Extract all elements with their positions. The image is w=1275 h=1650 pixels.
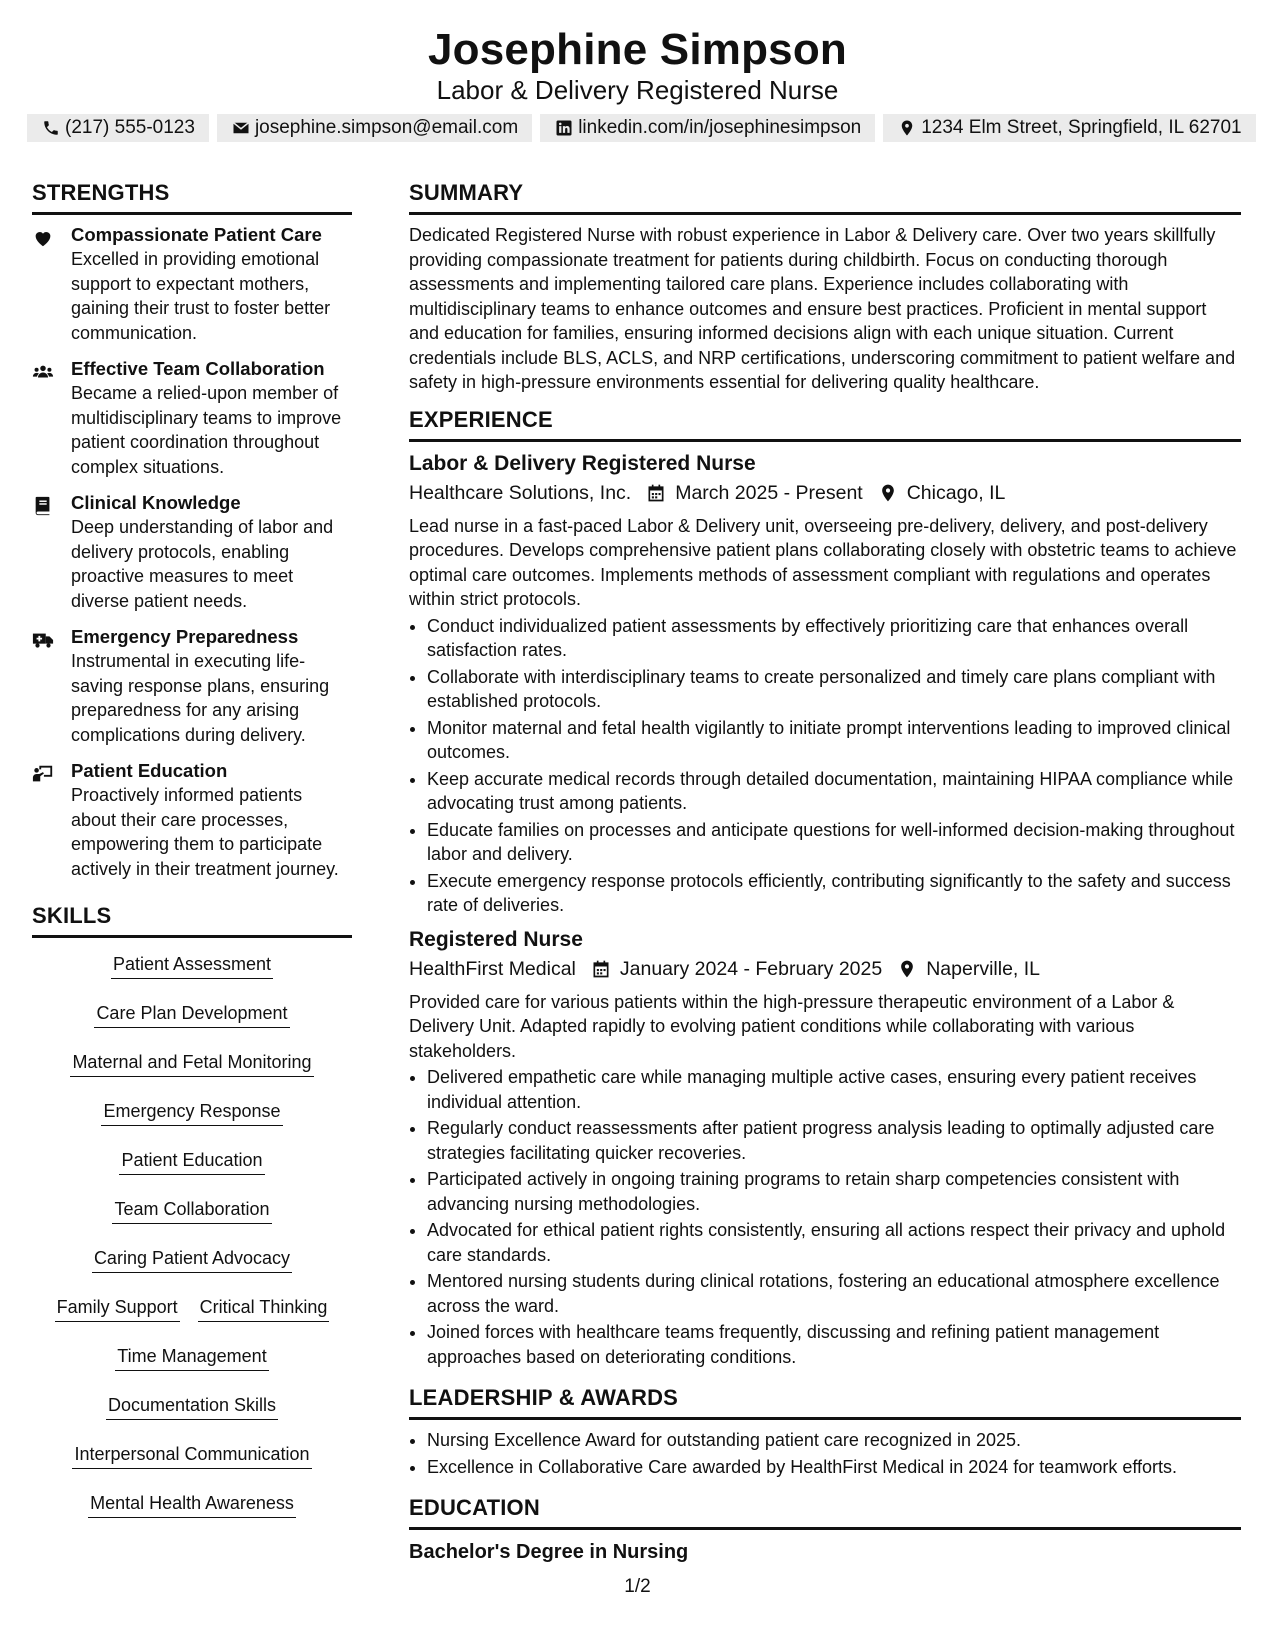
contact-address xyxy=(883,114,1255,142)
job-bullets xyxy=(409,1065,1241,1369)
strength-item xyxy=(32,625,352,747)
skill-tag: Interpersonal Communication xyxy=(72,1439,311,1469)
skill-tag: Critical Thinking xyxy=(198,1292,330,1322)
skills-heading: SKILLS xyxy=(32,901,352,938)
strength-title: Compassionate Patient Care xyxy=(71,224,322,245)
job-bullet: • Collaborate with interdisciplinary teams to create personalized and timely care plans compliant with established protocols. xyxy=(427,665,1241,714)
job-entry xyxy=(409,450,1241,918)
job-bullet: • Delivered empathetic care while managing multiple active cases, ensuring every patient receives individual attention. xyxy=(427,1065,1241,1114)
linkedin-icon xyxy=(554,118,574,138)
education-heading: EDUCATION xyxy=(409,1493,1241,1530)
users-icon xyxy=(32,361,54,383)
skill-tag: Family Support xyxy=(55,1292,180,1322)
strength-title: Patient Education xyxy=(71,760,228,781)
job-company: Healthcare Solutions, Inc. xyxy=(409,481,632,504)
page-number: 1/2 xyxy=(624,1576,651,1597)
heart-icon xyxy=(32,227,54,249)
contact-linkedin[interactable] xyxy=(540,114,875,142)
job-description: Lead nurse in a fast-paced Labor & Delivery unit, overseeing pre-delivery, delivery, and post-delivery procedures. Develops comprehensive patient plans collaborating closely with obstetric teams to achieve optimal care outcomes. Implements methods of assessment compliant with regulations and operates within strict protocols. xyxy=(409,515,1237,609)
contact-phone[interactable] xyxy=(27,114,209,142)
calendar-icon xyxy=(645,482,667,504)
map-pin-icon xyxy=(877,482,899,504)
job-bullet: • Participated actively in ongoing training programs to retain sharp competencies consistent with advancing nursing methodologies. xyxy=(427,1167,1241,1216)
strength-item xyxy=(32,357,352,479)
phone-icon xyxy=(41,118,61,138)
job-dates: March 2025 - Present xyxy=(675,481,863,504)
job-company: HealthFirst Medical xyxy=(409,957,576,980)
skill-tag: Patient Education xyxy=(119,1145,264,1175)
job-title: Labor & Delivery Registered Nurse xyxy=(409,451,756,475)
map-pin-icon xyxy=(896,958,918,980)
ambulance-icon xyxy=(32,629,54,651)
job-bullet: • Execute emergency response protocols efficiently, contributing significantly to the safety and success rate of deliveries. xyxy=(427,869,1241,918)
awards-heading: LEADERSHIP & AWARDS xyxy=(409,1383,1241,1420)
job-meta xyxy=(409,954,1241,984)
contact-linkedin-text: linkedin.com/in/josephinesimpson xyxy=(578,117,862,138)
skill-tag: Team Collaboration xyxy=(112,1194,271,1224)
job-description: Provided care for various patients within the high-pressure therapeutic environment of a Labor & Delivery Unit. Adapted rapidly to evolving patient conditions while collaborating with various stakeholders. xyxy=(409,991,1175,1061)
job-bullet: • Advocated for ethical patient rights consistently, ensuring all actions respect their privacy and uphold care standards. xyxy=(427,1218,1241,1267)
contact-email[interactable] xyxy=(217,114,532,142)
strengths-heading: STRENGTHS xyxy=(32,178,352,215)
summary-heading: SUMMARY xyxy=(409,178,1241,215)
job-bullets xyxy=(409,614,1241,918)
contact-address-text: 1234 Elm Street, Springfield, IL 62701 xyxy=(921,117,1242,138)
award-item: • Excellence in Collaborative Care awarded by HealthFirst Medical in 2024 for teamwork efforts. xyxy=(427,1455,1241,1480)
job-dates: January 2024 - February 2025 xyxy=(619,957,883,980)
candidate-name: Josephine Simpson xyxy=(427,25,848,74)
summary-text: Dedicated Registered Nurse with robust experience in Labor & Delivery care. Over two years skillfully providing compassionate treatment for patients during childbirth. Focus on conducting thorough assessments and implementing tailored care plans. Experience includes collaborating with multidisciplinary teams to enhance outcomes and ensure best practices. Proficient in mental support and education for families, ensuring informed decisions align with each unique situation. Current credentials include BLS, ACLS, and NRP certifications, underscoring commitment to patient welfare and safety in high-pressure environments essential for delivering quality healthcare. xyxy=(409,225,1236,392)
book-icon xyxy=(32,495,54,517)
job-location: Chicago, IL xyxy=(906,481,1006,504)
awards-list xyxy=(409,1428,1241,1479)
job-bullet: • Conduct individualized patient assessments by effectively prioritizing care that enhances overall satisfaction rates. xyxy=(427,614,1241,663)
job-bullet: • Regularly conduct reassessments after patient progress analysis leading to optimally adjusted care strategies facilitating quicker recoveries. xyxy=(427,1116,1241,1165)
skill-tag: Mental Health Awareness xyxy=(88,1488,296,1518)
map-pin-icon xyxy=(897,118,917,138)
strength-item xyxy=(32,223,352,345)
strength-title: Emergency Preparedness xyxy=(71,626,299,647)
skill-tag: Patient Assessment xyxy=(111,949,273,979)
strength-desc: Proactively informed patients about their care processes, empowering them to participate actively in their treatment journey. xyxy=(71,785,339,879)
left-column xyxy=(32,178,352,1534)
strength-item xyxy=(32,491,352,613)
job-title: Registered Nurse xyxy=(409,927,583,951)
envelope-icon xyxy=(231,118,251,138)
skill-tag: Caring Patient Advocacy xyxy=(92,1243,292,1273)
strength-desc: Excelled in providing emotional support to expectant mothers, gaining their trust to foster better communication. xyxy=(71,249,331,343)
teacher-icon xyxy=(32,763,54,785)
job-bullet: • Keep accurate medical records through detailed documentation, maintaining HIPAA compliance while advocating trust among patients. xyxy=(427,767,1241,816)
skill-tag: Care Plan Development xyxy=(94,998,289,1028)
award-item: • Nursing Excellence Award for outstanding patient care recognized in 2025. xyxy=(427,1428,1241,1453)
contact-phone-text: (217) 555-0123 xyxy=(65,117,195,138)
calendar-icon xyxy=(590,958,612,980)
candidate-role: Labor & Delivery Registered Nurse xyxy=(436,75,839,105)
skills-list xyxy=(32,946,352,1534)
contact-email-text: josephine.simpson@email.com xyxy=(254,117,519,138)
education-degree: Bachelor's Degree in Nursing xyxy=(409,1541,689,1563)
job-entry xyxy=(409,926,1241,1370)
job-bullet: • Educate families on processes and anticipate questions for well-informed decision-making throughout labor and delivery. xyxy=(427,818,1241,867)
contact-bar xyxy=(27,114,1249,142)
strength-title: Effective Team Collaboration xyxy=(71,358,325,379)
job-location: Naperville, IL xyxy=(926,957,1041,980)
job-bullet: • Mentored nursing students during clinical rotations, fostering an educational atmosphere excellence across the ward. xyxy=(427,1269,1241,1318)
strength-desc: Instrumental in executing life-saving response plans, ensuring preparedness for any arising complications during delivery. xyxy=(71,651,330,745)
strength-item xyxy=(32,759,352,881)
job-meta xyxy=(409,478,1241,508)
skill-tag: Emergency Response xyxy=(101,1096,282,1126)
skill-tag: Documentation Skills xyxy=(106,1390,278,1420)
strength-desc: Deep understanding of labor and delivery protocols, enabling proactive measures to meet diverse patient needs. xyxy=(71,517,334,611)
strength-desc: Became a relied-upon member of multidisciplinary teams to improve patient coordination throughout complex situations. xyxy=(71,383,342,477)
experience-heading: EXPERIENCE xyxy=(409,405,1241,442)
right-column xyxy=(409,178,1241,1566)
skill-tag: Time Management xyxy=(115,1341,268,1371)
strength-title: Clinical Knowledge xyxy=(71,492,241,513)
job-bullet: • Monitor maternal and fetal health vigilantly to initiate prompt interventions leading to improved clinical outcomes. xyxy=(427,716,1241,765)
job-bullet: • Joined forces with healthcare teams frequently, discussing and refining patient management approaches based on deteriorating conditions. xyxy=(427,1320,1241,1369)
skill-tag: Maternal and Fetal Monitoring xyxy=(70,1047,313,1077)
